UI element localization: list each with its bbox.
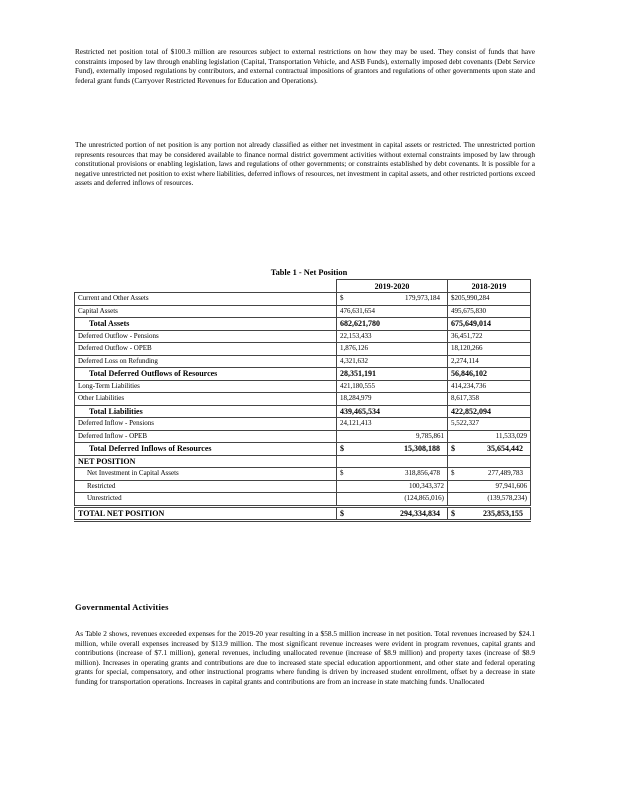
table-row-total (75, 318, 531, 331)
row-prior: 97,941,606 (448, 480, 531, 493)
row-label: Total Deferred Inflows of Resources (75, 443, 337, 456)
table-row (75, 343, 531, 356)
currency-symbol: $ (451, 508, 455, 518)
table-row (75, 493, 531, 507)
net-position-table (74, 279, 531, 522)
row-prior: 56,846,102 (448, 368, 531, 381)
row-prior: 422,852,094 (448, 405, 531, 418)
row-prior (448, 468, 531, 481)
section-label: NET POSITION (75, 455, 337, 468)
header-prior-year: 2018-2019 (448, 280, 531, 293)
value: 277,489,783 (488, 469, 523, 478)
row-current: (124,865,016) (337, 493, 448, 507)
row-prior: $205,990,284 (448, 293, 531, 306)
table-row (75, 380, 531, 393)
value: 294,334,834 (400, 508, 440, 518)
table-row (75, 355, 531, 368)
value: 318,856,478 (405, 469, 440, 478)
table-section-row (75, 455, 531, 468)
row-prior: 36,451,722 (448, 330, 531, 343)
row-label: Other Liabilities (75, 393, 337, 406)
row-prior: 11,533,029 (448, 430, 531, 443)
table-row (75, 480, 531, 493)
value: 179,973,184 (405, 294, 440, 303)
row-label: Unrestricted (75, 493, 337, 507)
empty-cell (448, 455, 531, 468)
row-label: Deferred Outflow - Pensions (75, 330, 337, 343)
row-label: Deferred Inflow - Pensions (75, 418, 337, 431)
row-label: Net Investment in Capital Assets (75, 468, 337, 481)
row-current: 1,876,126 (337, 343, 448, 356)
table-row (75, 430, 531, 443)
currency-symbol: $ (340, 508, 344, 518)
row-current (337, 468, 448, 481)
value: 235,853,155 (483, 508, 523, 518)
governmental-activities-paragraph: As Table 2 shows, revenues exceeded expenses for the 2019-20 year resulting in a $58.5 million increase in net position. Total revenues increased by $24.1 million, while overall expenses increased by $13.9 million. The most significant revenue increases were evident in program revenues, capital grants and contributions (increase of $7.1 million), general revenues, including unallocated revenue (increase of $8.9 million) and property taxes (increase of $8.9 million). Increases in operating grants and contributions are due to increased state special education apportionment, and other state and federal operating grants for special, compensatory, and other instructional programs where funding is driven by increased student enrollment, offset by a decrease in state funding for transportation operations. Increases in capital grants and contributions are from an increase in state matching funds. Unallocated (75, 629, 535, 686)
section-heading: Governmental Activities (75, 602, 169, 612)
row-current: 682,621,780 (337, 318, 448, 331)
row-label: Restricted (75, 480, 337, 493)
row-label: Long-Term Liabilities (75, 380, 337, 393)
currency-symbol: $ (340, 444, 344, 454)
row-current: 9,785,861 (337, 430, 448, 443)
table-row-total (75, 405, 531, 418)
value: 35,654,442 (487, 444, 523, 454)
row-current: 421,180,555 (337, 380, 448, 393)
currency-symbol: $ (340, 294, 344, 303)
value: 15,308,188 (404, 444, 440, 454)
row-current: 4,321,632 (337, 355, 448, 368)
row-current (337, 443, 448, 456)
row-current: 18,284,979 (337, 393, 448, 406)
row-label: Total Assets (75, 318, 337, 331)
row-prior: 2,274,114 (448, 355, 531, 368)
row-current: 28,351,191 (337, 368, 448, 381)
row-prior (448, 506, 531, 521)
row-prior: 8,617,358 (448, 393, 531, 406)
table-row (75, 393, 531, 406)
table-header-row (75, 280, 531, 293)
table-row (75, 330, 531, 343)
row-label: Deferred Outflow - OPEB (75, 343, 337, 356)
row-prior: 495,675,830 (448, 305, 531, 318)
row-label: TOTAL NET POSITION (75, 506, 337, 521)
row-prior: 18,120,266 (448, 343, 531, 356)
row-current: 100,343,372 (337, 480, 448, 493)
row-prior: 414,234,736 (448, 380, 531, 393)
row-prior (448, 443, 531, 456)
row-current: 476,631,654 (337, 305, 448, 318)
header-current-year: 2019-2020 (337, 280, 448, 293)
currency-symbol: $ (451, 444, 455, 454)
currency-symbol: $ (451, 469, 455, 478)
table-row-grand-total (75, 506, 531, 521)
row-label: Current and Other Assets (75, 293, 337, 306)
row-prior: (139,578,234) (448, 493, 531, 507)
row-label: Deferred Inflow - OPEB (75, 430, 337, 443)
row-current: 24,121,413 (337, 418, 448, 431)
table-row (75, 418, 531, 431)
row-prior: 675,649,014 (448, 318, 531, 331)
table-row (75, 293, 531, 306)
row-label: Total Deferred Outflows of Resources (75, 368, 337, 381)
table-row (75, 468, 531, 481)
row-label: Capital Assets (75, 305, 337, 318)
table-row (75, 305, 531, 318)
row-label: Total Liabilities (75, 405, 337, 418)
row-current: 439,465,534 (337, 405, 448, 418)
empty-cell (337, 455, 448, 468)
row-current (337, 293, 448, 306)
row-current (337, 506, 448, 521)
row-current: 22,153,433 (337, 330, 448, 343)
unrestricted-net-position-paragraph: The unrestricted portion of net position is any portion not already classified as either net investment in capital assets or restricted. The unrestricted portion represents resources that may be considered available to finance normal district government activities without external constraints imposed by law through constitutional provisions or enabling legislation, laws and regulations of other governments; or constraints established by debt covenants. It is possible for a negative unrestricted net position to exist where liabilities, deferred inflows of resources, net investment in capital assets, and other restricted portions exceed assets and deferred inflows of resources. (75, 140, 535, 188)
table-row-total (75, 443, 531, 456)
table-row-total (75, 368, 531, 381)
row-label: Deferred Loss on Refunding (75, 355, 337, 368)
restricted-net-position-paragraph: Restricted net position total of $100.3 million are resources subject to external restrictions on how they may be used. They consist of funds that have constraints imposed by law through enabling legislation (Capital, Transportation Vehicle, and ASB Funds), externally imposed debt covenants (Debt Service Fund), externally imposed regulations by contributors, and external contractual impositions of grantors and regulations of other governments upon state and federal grant funds (Carryover Restricted Revenues for Education and Operations). (75, 47, 535, 85)
table-title: Table 1 - Net Position (270, 268, 348, 277)
row-prior: 5,522,327 (448, 418, 531, 431)
header-blank (75, 280, 337, 293)
currency-symbol: $ (340, 469, 344, 478)
